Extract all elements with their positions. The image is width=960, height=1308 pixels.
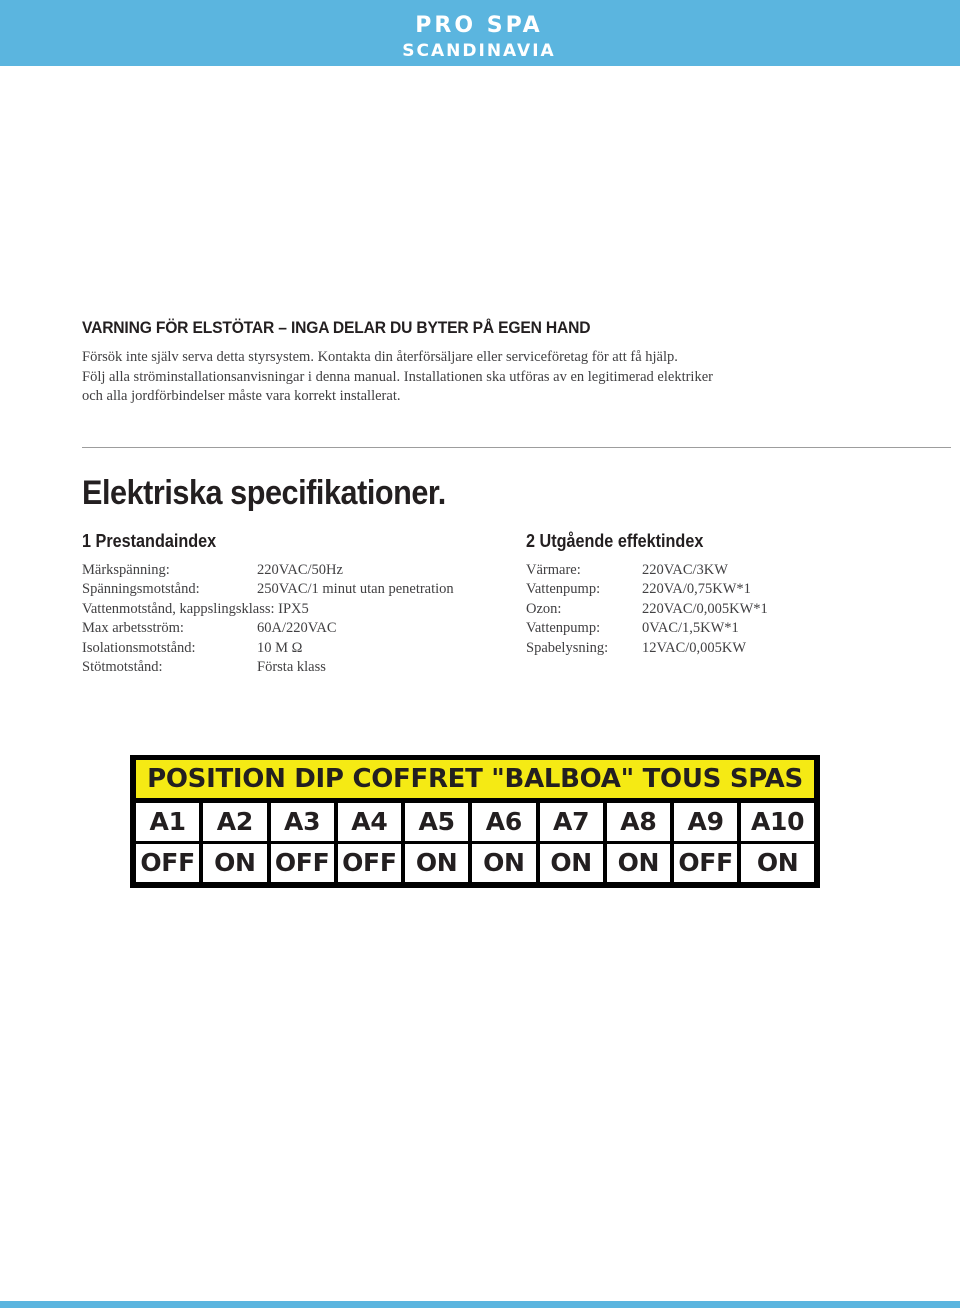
spec-label: Ozon: (526, 600, 562, 617)
spec-value: 220VAC/3KW (642, 562, 728, 578)
dip-switch-state: ON (472, 844, 535, 882)
dip-switch-name: A6 (472, 803, 535, 841)
dip-switch-name: A9 (674, 803, 737, 841)
spec-label: Spänningsmotstånd: (82, 581, 200, 598)
dip-table-title: POSITION DIP COFFRET "BALBOA" TOUS SPAS (136, 760, 814, 798)
spec-label: Spabelysning: (526, 639, 609, 656)
spec-value: Första klass (257, 658, 326, 675)
dip-switch-name: A8 (607, 803, 670, 841)
dip-switch-state: ON (203, 844, 266, 882)
divider-line (82, 447, 951, 448)
spec-row (526, 639, 886, 658)
spec-label: Värmare: (526, 562, 581, 578)
spec-value: 60A/220VAC (257, 620, 337, 637)
dip-switch-state: OFF (338, 844, 401, 882)
dip-switch-name: A5 (405, 803, 468, 841)
warning-title: VARNING FÖR ELSTÖTAR – INGA DELAR DU BYTER PÅ EGEN HAND (82, 318, 591, 337)
performance-heading: 1 Prestandaindex (82, 531, 217, 551)
spec-row (526, 619, 886, 638)
dip-switch-name: A4 (338, 803, 401, 841)
section-title: Elektriska specifikationer. (82, 474, 446, 512)
spec-row (82, 580, 502, 599)
dip-switch-name: A7 (540, 803, 603, 841)
spec-value: 10 M Ω (257, 639, 303, 656)
spec-row (82, 619, 502, 638)
dip-switch-state: ON (540, 844, 603, 882)
spec-value: 0VAC/1,5KW*1 (642, 620, 739, 637)
logo-text-top: PRO SPA (415, 13, 543, 38)
spec-label: Isolationsmotstånd: (82, 639, 196, 656)
header-bar (0, 0, 960, 66)
dip-switch-state: ON (607, 844, 670, 882)
dip-switch-name: A1 (136, 803, 199, 841)
warning-line: och alla jordförbindelser måste vara korrekt installerat. (82, 388, 401, 404)
prospa-logo (374, 8, 584, 60)
dip-switch-table (130, 755, 820, 888)
spec-row (526, 600, 886, 619)
dip-switch-name: A10 (741, 803, 814, 841)
warning-line: Försök inte själv serva detta styrsystem. Kontakta din återförsäljare eller serviceföretag för att få hjälp. (82, 349, 678, 365)
spec-label: Vattenpump: (526, 620, 601, 637)
dip-switch-names-row (136, 803, 814, 841)
dip-switch-state: ON (405, 844, 468, 882)
spec-row (82, 639, 502, 658)
output-heading: 2 Utgående effektindex (526, 531, 704, 551)
spec-label: Max arbetsström: (82, 620, 184, 637)
warning-text (82, 348, 842, 407)
spec-value: 220VA/0,75KW*1 (642, 581, 751, 598)
spec-value: 220VAC/0,005KW*1 (642, 600, 768, 617)
warning-line: Följ alla ströminstallationsanvisningar i denna manual. Installationen ska utföras av en legitimerad elektriker (82, 368, 713, 385)
spec-row (82, 561, 502, 580)
dip-switch-state: ON (741, 844, 814, 882)
dip-switch-name: A3 (271, 803, 334, 841)
spec-row (526, 561, 886, 580)
dip-switch-state: OFF (271, 844, 334, 882)
spec-value: 250VAC/1 minut utan penetration (257, 581, 454, 598)
spec-row (82, 658, 502, 677)
performance-list (82, 561, 502, 677)
output-list (526, 561, 886, 658)
logo-text-bottom: SCANDINAVIA (402, 41, 556, 60)
spec-label: Stötmotstånd: (82, 658, 163, 675)
spec-row (82, 600, 502, 619)
dip-switch-state: OFF (674, 844, 737, 882)
spec-label: Vattenpump: (526, 581, 601, 598)
dip-switch-state: OFF (136, 844, 199, 882)
spec-label: Märkspänning: (82, 562, 170, 578)
dip-switch-states-row (136, 844, 814, 882)
spec-row (526, 580, 886, 599)
spec-value: 220VAC/50Hz (257, 562, 343, 578)
dip-switch-name: A2 (203, 803, 266, 841)
spec-value: 12VAC/0,005KW (642, 639, 747, 656)
footer-bar (0, 1301, 960, 1308)
spec-label: Vattenmotstånd, kappslingsklass: IPX5 (82, 600, 309, 617)
